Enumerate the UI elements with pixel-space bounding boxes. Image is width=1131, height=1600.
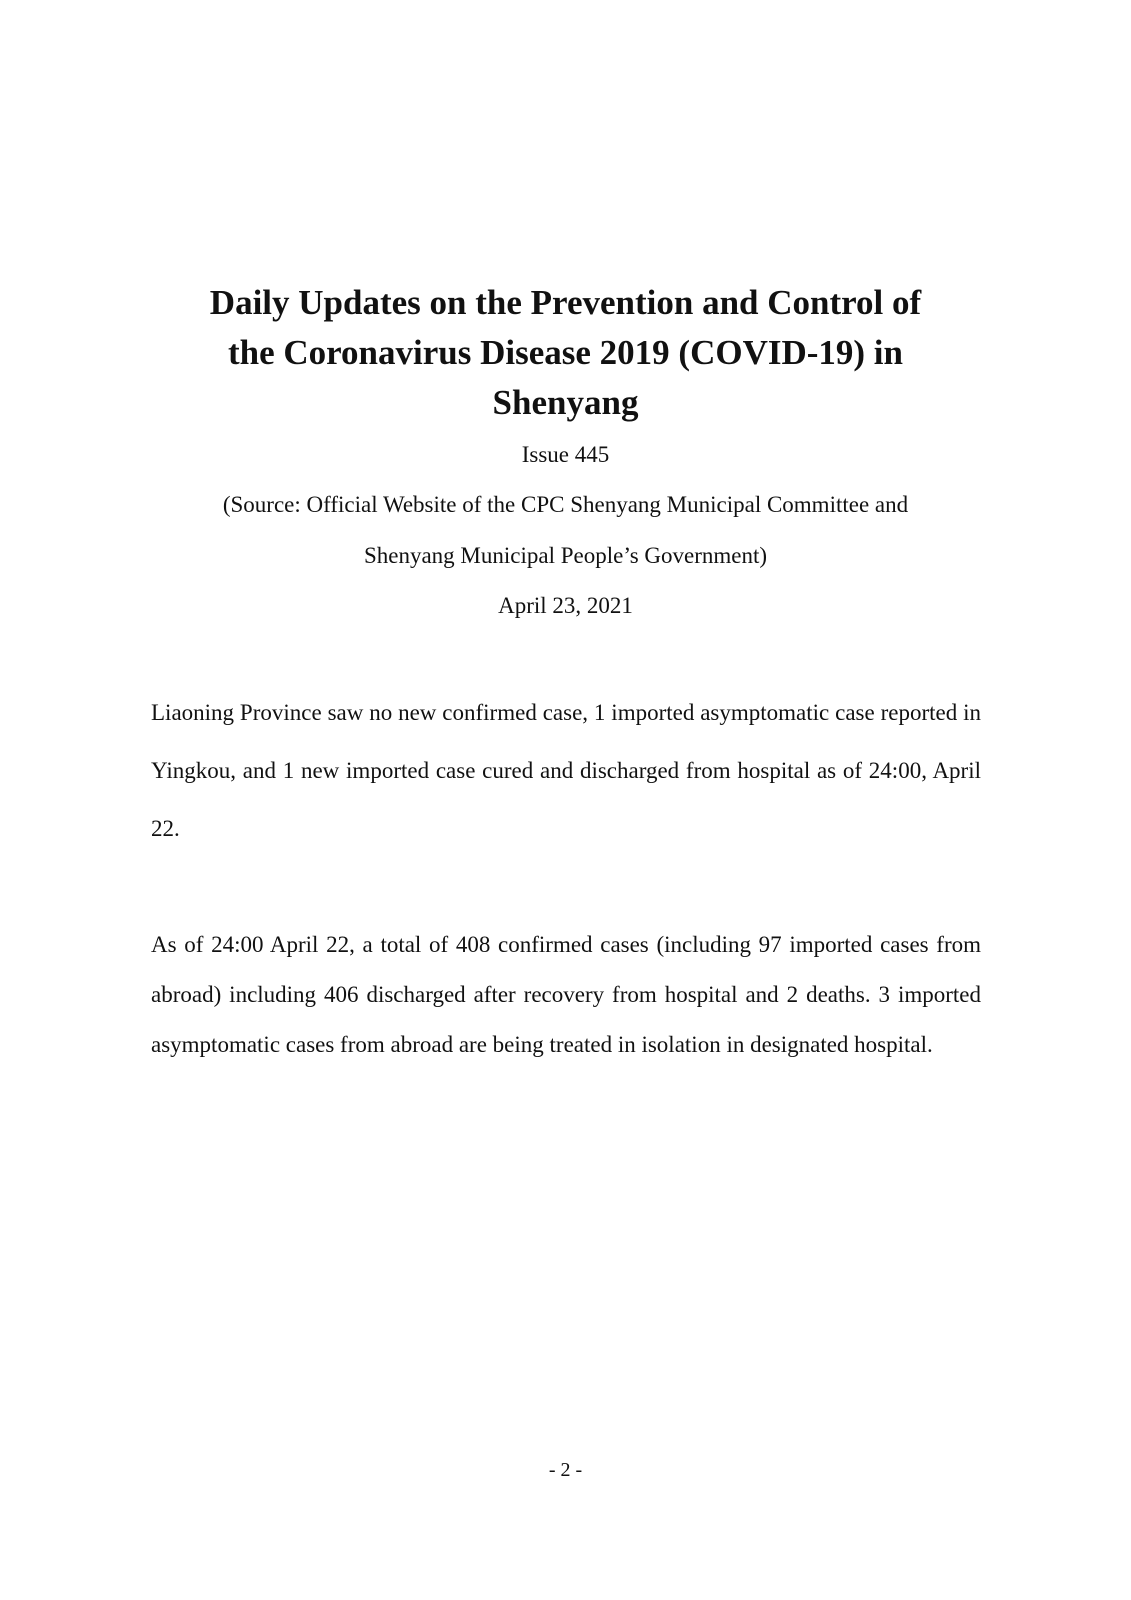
source-line-1: (Source: Official Website of the CPC Shenyang Municipal Committee and <box>222 492 909 517</box>
paragraph-cumulative-totals: As of 24:00 April 22, a total of 408 confirmed cases (including 97 imported cases from abroad) including 406 discharged after recovery from hospital and 2 deaths. 3 imported asymptomatic cases from abroad are being treated in isolation in designated hospital. <box>151 932 981 1057</box>
title-line-1: Daily Updates on the Prevention and Control of <box>209 283 922 322</box>
title-line-3: Shenyang <box>492 383 639 422</box>
title-line-2: the Coronavirus Disease 2019 (COVID-19) in <box>227 333 904 372</box>
document-title <box>150 278 981 428</box>
page-number: - 2 - <box>548 1459 583 1481</box>
source-line-2: Shenyang Municipal People’s Government) <box>363 543 768 568</box>
issue-number: Issue 445 <box>521 442 610 467</box>
paragraph-province-summary: Liaoning Province saw no new confirmed case, 1 imported asymptomatic case reported in Yingkou, and 1 new imported case cured and discharged from hospital as of 24:00, April 22. <box>151 700 981 841</box>
publication-date: April 23, 2021 <box>498 593 633 618</box>
